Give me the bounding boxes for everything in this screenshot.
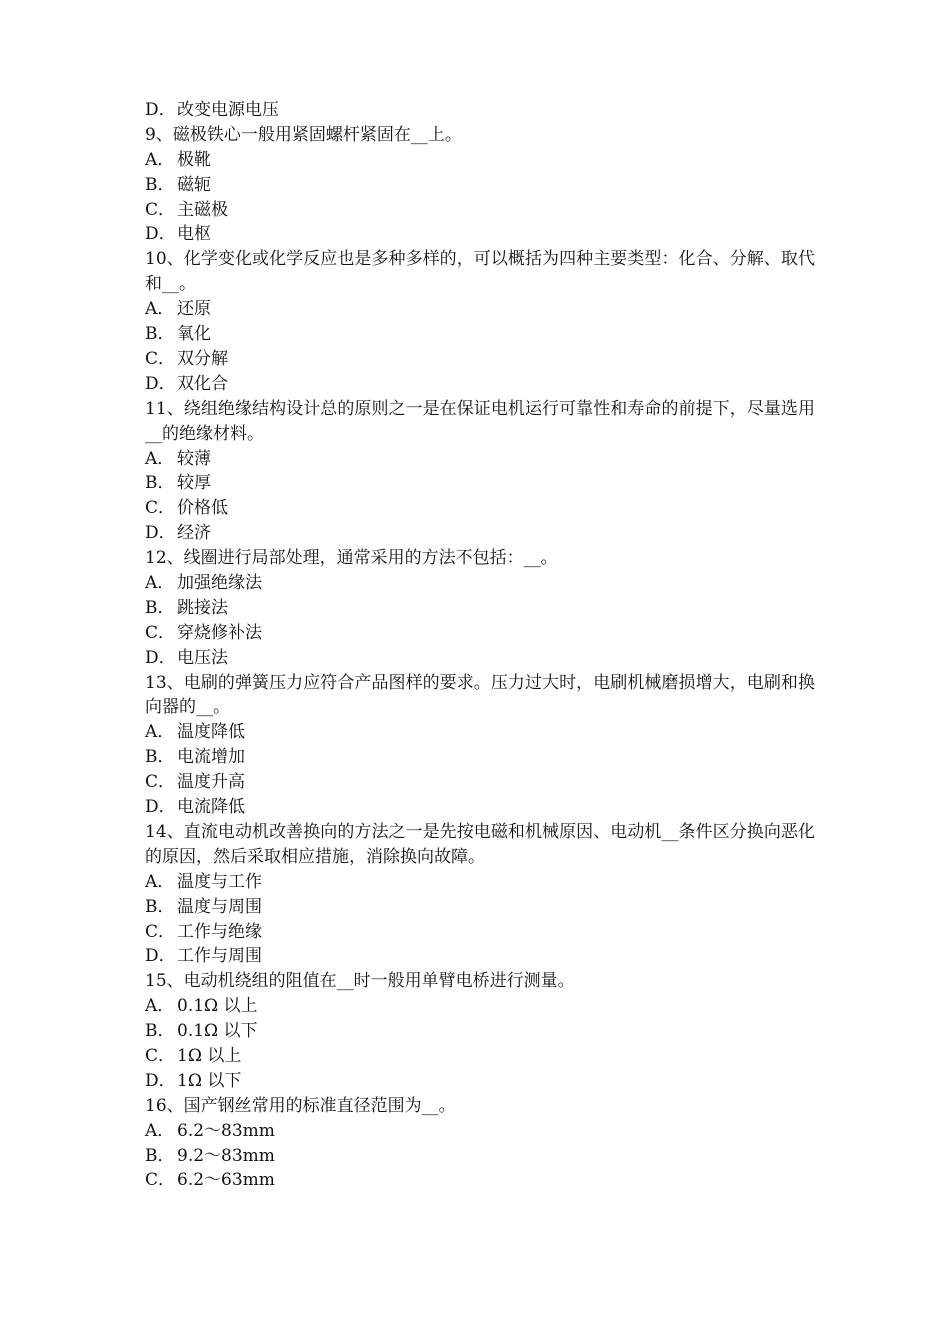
option-text: 温度升高 bbox=[177, 772, 245, 793]
option-letter: D． bbox=[145, 373, 176, 394]
option-letter: D． bbox=[145, 946, 176, 967]
option-letter: A． bbox=[145, 448, 175, 469]
option-letter: A． bbox=[145, 573, 175, 594]
question-stem: 16、国产钢丝常用的标准直径范围为__。 bbox=[145, 1095, 456, 1116]
option-letter: D． bbox=[145, 100, 176, 120]
option-a bbox=[145, 1119, 815, 1144]
option-letter: B． bbox=[145, 473, 175, 494]
option-b bbox=[145, 895, 815, 920]
option-letter: B． bbox=[145, 1145, 175, 1166]
option-text: 温度与工作 bbox=[177, 871, 262, 892]
question-12 bbox=[145, 546, 815, 670]
option-b bbox=[145, 471, 815, 496]
option-b bbox=[145, 322, 815, 347]
option-d bbox=[145, 521, 815, 546]
option-letter: C． bbox=[145, 921, 176, 942]
question-stem: 14、直流电动机改善换向的方法之一是先按电磁和机械原因、电动机__条件区分换向恶化的原因，然后采取相应措施，消除换向故障。 bbox=[145, 821, 815, 867]
option-b bbox=[145, 1144, 815, 1169]
document-content bbox=[145, 98, 815, 1193]
option-text: 跳接法 bbox=[177, 597, 228, 618]
option-a bbox=[145, 297, 815, 322]
option-text: 电枢 bbox=[177, 224, 211, 245]
option-c bbox=[145, 920, 815, 945]
option-letter: C． bbox=[145, 199, 176, 220]
option-text: 氧化 bbox=[177, 324, 211, 345]
option-a bbox=[145, 720, 815, 745]
option-text: 1Ω 以下 bbox=[177, 1070, 242, 1091]
option-text: 穿烧修补法 bbox=[177, 622, 262, 643]
option-letter: C． bbox=[145, 1170, 176, 1191]
option-letter: D． bbox=[145, 523, 176, 544]
question-stem: 12、线圈进行局部处理，通常采用的方法不包括：__。 bbox=[145, 548, 558, 569]
option-letter: B． bbox=[145, 324, 175, 345]
question-stem: 10、化学变化或化学反应也是多种多样的，可以概括为四种主要类型：化合、分解、取代和__。 bbox=[145, 249, 815, 295]
option-text: 极靴 bbox=[177, 149, 211, 170]
option-text: 0.1Ω 以下 bbox=[177, 1021, 258, 1042]
option-text: 较厚 bbox=[177, 473, 211, 494]
option-text: 主磁极 bbox=[177, 199, 228, 220]
option-letter: B． bbox=[145, 896, 175, 917]
option-text: 电流降低 bbox=[177, 797, 245, 818]
option-c bbox=[145, 770, 815, 795]
option-letter: D． bbox=[145, 797, 176, 818]
option-letter: D． bbox=[145, 224, 176, 245]
option-text: 加强绝缘法 bbox=[177, 573, 262, 594]
option-letter: C． bbox=[145, 498, 176, 519]
option-text: 改变电源电压 bbox=[177, 100, 279, 120]
option-c bbox=[145, 1168, 815, 1193]
option-letter: A． bbox=[145, 871, 175, 892]
question-14 bbox=[145, 820, 815, 969]
option-b bbox=[145, 1019, 815, 1044]
option-b bbox=[145, 745, 815, 770]
option-a bbox=[145, 571, 815, 596]
question-13 bbox=[145, 671, 815, 820]
option-text: 较薄 bbox=[177, 448, 211, 469]
option-text: 电压法 bbox=[177, 647, 228, 668]
option-text: 6.2～63mm bbox=[177, 1170, 275, 1191]
option-c bbox=[145, 621, 815, 646]
question-11 bbox=[145, 397, 815, 546]
option-letter: C． bbox=[145, 1046, 176, 1067]
question-15 bbox=[145, 969, 815, 1093]
option-text: 0.1Ω 以上 bbox=[177, 996, 258, 1017]
option-text: 工作与绝缘 bbox=[177, 921, 262, 942]
option-letter: B． bbox=[145, 747, 175, 768]
option-letter: D． bbox=[145, 1070, 176, 1091]
option-text: 双分解 bbox=[177, 348, 228, 369]
option-b bbox=[145, 173, 815, 198]
option-letter: D． bbox=[145, 647, 176, 668]
option-text: 经济 bbox=[177, 523, 211, 544]
option-letter: A． bbox=[145, 996, 175, 1017]
option-d bbox=[145, 222, 815, 247]
option-text: 双化合 bbox=[177, 373, 228, 394]
question-stem: 11、绕组绝缘结构设计总的原则之一是在保证电机运行可靠性和寿命的前提下，尽量选用__的绝缘材料。 bbox=[145, 398, 815, 444]
option-letter: A． bbox=[145, 299, 175, 320]
option-a bbox=[145, 870, 815, 895]
option-text: 6.2～83mm bbox=[177, 1120, 275, 1141]
option-d bbox=[145, 646, 815, 671]
option-a bbox=[145, 148, 815, 173]
option-text: 价格低 bbox=[177, 498, 228, 519]
option-letter: C． bbox=[145, 772, 176, 793]
option-d bbox=[145, 795, 815, 820]
option-a bbox=[145, 994, 815, 1019]
question-stem: 15、电动机绕组的阻值在__时一般用单臂电桥进行测量。 bbox=[145, 971, 575, 992]
question-stem: 9、磁极铁心一般用紧固螺杆紧固在__上。 bbox=[145, 124, 462, 145]
option-letter: A． bbox=[145, 149, 175, 170]
option-a bbox=[145, 447, 815, 472]
option-text: 工作与周围 bbox=[177, 946, 262, 967]
option-d bbox=[145, 944, 815, 969]
option-d bbox=[145, 1069, 815, 1094]
option-letter: B． bbox=[145, 174, 175, 195]
option-c bbox=[145, 198, 815, 223]
option-letter: C． bbox=[145, 622, 176, 643]
option-text: 1Ω 以上 bbox=[177, 1046, 242, 1067]
option-text: 还原 bbox=[177, 299, 211, 320]
option-text: 磁轭 bbox=[177, 174, 211, 195]
question-9 bbox=[145, 123, 815, 247]
option-d-carryover bbox=[145, 98, 815, 123]
option-d bbox=[145, 372, 815, 397]
option-c bbox=[145, 347, 815, 372]
option-text: 温度与周围 bbox=[177, 896, 262, 917]
option-text: 电流增加 bbox=[177, 747, 245, 768]
option-letter: A． bbox=[145, 1120, 175, 1141]
option-b bbox=[145, 596, 815, 621]
option-letter: B． bbox=[145, 597, 175, 618]
option-text: 温度降低 bbox=[177, 722, 245, 743]
option-c bbox=[145, 496, 815, 521]
question-10 bbox=[145, 247, 815, 396]
option-text: 9.2～83mm bbox=[177, 1145, 275, 1166]
option-c bbox=[145, 1044, 815, 1069]
option-letter: A． bbox=[145, 722, 175, 743]
option-letter: C． bbox=[145, 348, 176, 369]
option-letter: B． bbox=[145, 1021, 175, 1042]
question-stem: 13、电刷的弹簧压力应符合产品图样的要求。压力过大时，电刷机械磨损增大，电刷和换向器的__。 bbox=[145, 672, 815, 718]
question-16 bbox=[145, 1094, 815, 1194]
